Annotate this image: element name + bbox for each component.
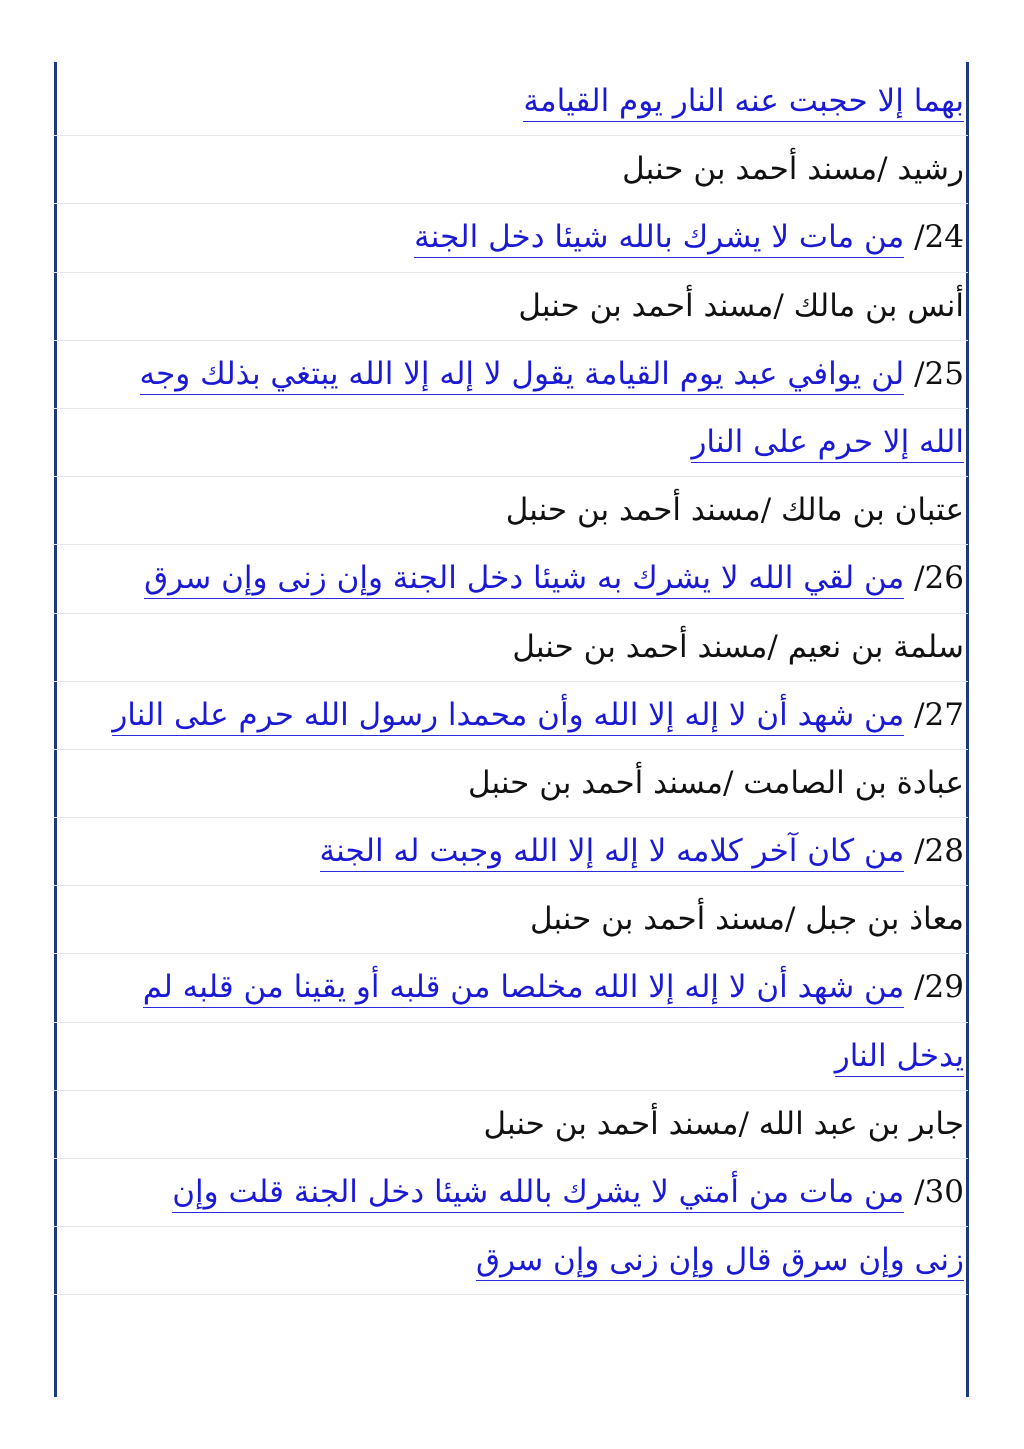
hadith-text: من كان آخر كلامه لا إله إلا الله وجبت له الجنة [320, 833, 905, 872]
source-citation-line [80, 618, 964, 686]
hadith-line-continuation [80, 1231, 964, 1299]
source-citation-line [80, 890, 964, 958]
hadith-number: 26/ [904, 560, 964, 597]
hadith-line-continuation [80, 1027, 964, 1095]
source-citation-text: رشيد /مسند أحمد بن حنبل [622, 151, 964, 188]
source-citation-text: عتبان بن مالك /مسند أحمد بن حنبل [505, 492, 964, 529]
source-citation-text: سلمة بن نعيم /مسند أحمد بن حنبل [512, 628, 964, 665]
source-citation-line [80, 481, 964, 549]
hadith-text: من شهد أن لا إله إلا الله وأن محمدا رسول الله حرم على النار [112, 697, 904, 736]
hadith-number: 29/ [904, 969, 964, 1006]
hadith-line-24 [80, 208, 964, 276]
hadith-text: بهما إلا حجبت عنه النار يوم القيامة [523, 83, 964, 122]
hadith-text: الله إلا حرم على النار [691, 424, 964, 463]
hadith-text: من شهد أن لا إله إلا الله مخلصا من قلبه أو يقينا من قلبه لم [143, 969, 905, 1008]
hadith-number: 30/ [904, 1174, 964, 1210]
hadith-text: لن يوافي عبد يوم القيامة يقول لا إله إلا الله يبتغي بذلك وجه [140, 356, 905, 395]
hadith-line-28 [80, 822, 964, 890]
hadith-text: من لقي الله لا يشرك به شيئا دخل الجنة وإن زنى وإن سرق [144, 560, 904, 599]
hadith-line-continuation [80, 72, 964, 140]
hadith-text: من مات من أمتي لا يشرك بالله شيئا دخل الجنة قلت وإن [172, 1174, 904, 1213]
hadith-line-29 [80, 958, 964, 1026]
hadith-number: 25/ [904, 355, 964, 392]
hadith-number: 24/ [904, 219, 964, 256]
hadith-line-continuation [80, 413, 964, 481]
hadith-line-26 [80, 549, 964, 617]
hadith-list [80, 72, 964, 1299]
source-citation-line [80, 140, 964, 208]
hadith-line-27 [80, 686, 964, 754]
hadith-line-30 [80, 1163, 964, 1231]
source-citation-text: عبادة بن الصامت /مسند أحمد بن حنبل [468, 764, 964, 801]
source-citation-line [80, 754, 964, 822]
hadith-number: 28/ [904, 833, 964, 870]
hadith-text: من مات لا يشرك بالله شيئا دخل الجنة [414, 219, 904, 258]
hadith-text: زنى وإن سرق قال وإن زنى وإن سرق [476, 1242, 964, 1281]
hadith-number: 27/ [904, 696, 964, 733]
source-citation-text: جابر بن عبد الله /مسند أحمد بن حنبل [483, 1105, 964, 1142]
page-frame-right-rule [966, 62, 969, 1397]
source-citation-line [80, 1095, 964, 1163]
source-citation-text: أنس بن مالك /مسند أحمد بن حنبل [518, 287, 964, 324]
hadith-text: يدخل النار [835, 1038, 964, 1077]
source-citation-text: معاذ بن جبل /مسند أحمد بن حنبل [529, 901, 964, 938]
hadith-line-25 [80, 345, 964, 413]
source-citation-line [80, 277, 964, 345]
page-frame-left-rule [54, 62, 57, 1397]
